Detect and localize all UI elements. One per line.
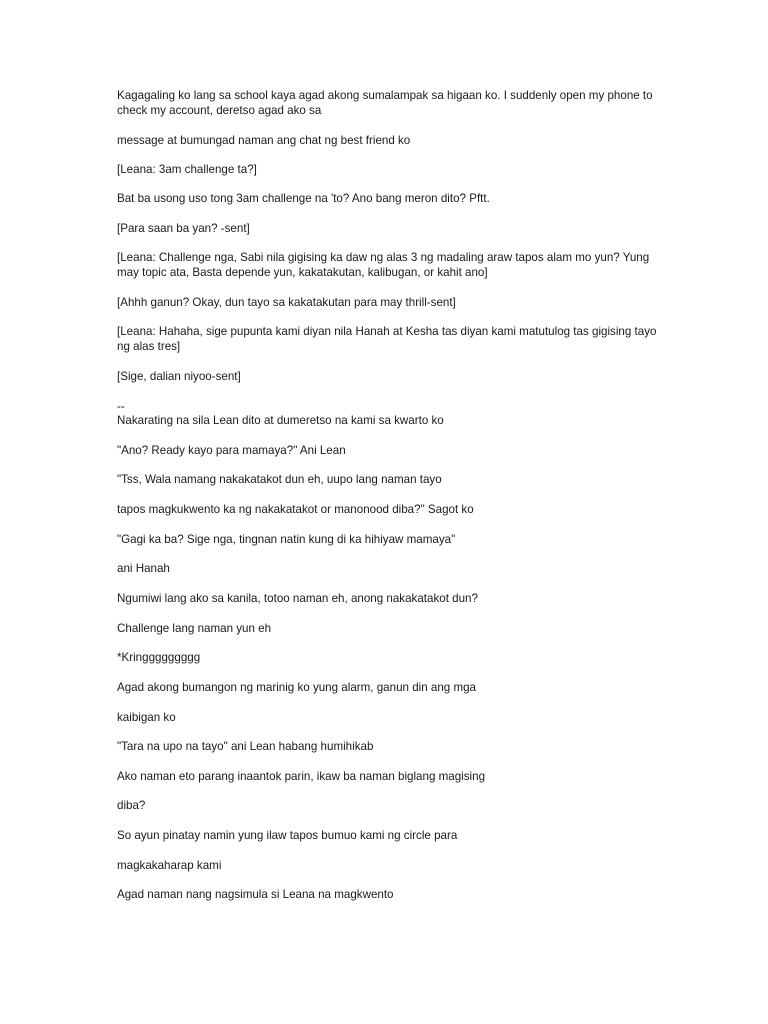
- paragraph-5: [Para saan ba yan? -sent]: [117, 222, 250, 235]
- paragraph-3: [Leana: 3am challenge ta?]: [117, 163, 257, 176]
- paragraph-10: Nakarating na sila Lean dito at dumeretso na kami sa kwarto ko: [117, 414, 444, 427]
- paragraph-14: "Gagi ka ba? Sige nga, tingnan natin kung di ka hihiyaw mamaya": [117, 533, 456, 546]
- paragraph-2: message at bumungad naman ang chat ng best friend ko: [117, 134, 411, 147]
- paragraph-1: Kagagaling ko lang sa school kaya agad akong sumalampak sa higaan ko. I suddenly open my phone to check my account, deretso agad ako sa: [117, 89, 653, 117]
- paragraph-8: [Leana: Hahaha, sige pupunta kami diyan nila Hanah at Kesha tas diyan kami matutulog tas gigising tayo ng alas tres]: [117, 325, 657, 353]
- paragraph-11: "Ano? Ready kayo para mamaya?" Ani Lean: [117, 444, 346, 457]
- paragraph-25: magkakaharap kami: [117, 859, 222, 872]
- separator-line: --: [117, 400, 125, 413]
- paragraph-15: ani Hanah: [117, 562, 170, 575]
- paragraph-6: [Leana: Challenge nga, Sabi nila gigising ka daw ng alas 3 ng madaling araw tapos alam mo yun? Yung may topic ata, Basta depende yun, kakatakutan, kalibugan, or kahit ano]: [117, 251, 650, 279]
- paragraph-23: diba?: [117, 799, 146, 812]
- paragraph-16: Ngumiwi lang ako sa kanila, totoo naman eh, anong nakakatakot dun?: [117, 592, 478, 605]
- paragraph-21: "Tara na upo na tayo" ani Lean habang humihikab: [117, 740, 374, 753]
- paragraph-7: [Ahhh ganun? Okay, dun tayo sa kakatakutan para may thrill-sent]: [117, 296, 456, 309]
- paragraph-26: Agad naman nang nagsimula si Leana na magkwento: [117, 888, 394, 901]
- paragraph-13: tapos magkukwento ka ng nakakatakot or manonood diba?" Sagot ko: [117, 503, 474, 516]
- paragraph-17: Challenge lang naman yun eh: [117, 622, 272, 635]
- paragraph-20: kaibigan ko: [117, 711, 176, 724]
- paragraph-4: Bat ba usong uso tong 3am challenge na 'to? Ano bang meron dito? Pftt.: [117, 192, 490, 205]
- paragraph-24: So ayun pinatay namin yung ilaw tapos bumuo kami ng circle para: [117, 829, 458, 842]
- paragraph-12: "Tss, Wala namang nakakatakot dun eh, uupo lang naman tayo: [117, 473, 442, 486]
- paragraph-9: [Sige, dalian niyoo-sent]: [117, 370, 241, 383]
- paragraph-22: Ako naman eto parang inaantok parin, ikaw ba naman biglang magising: [117, 770, 486, 783]
- paragraph-18: *Kringgggggggg: [117, 651, 201, 664]
- paragraph-19: Agad akong bumangon ng marinig ko yung alarm, ganun din ang mga: [117, 681, 477, 694]
